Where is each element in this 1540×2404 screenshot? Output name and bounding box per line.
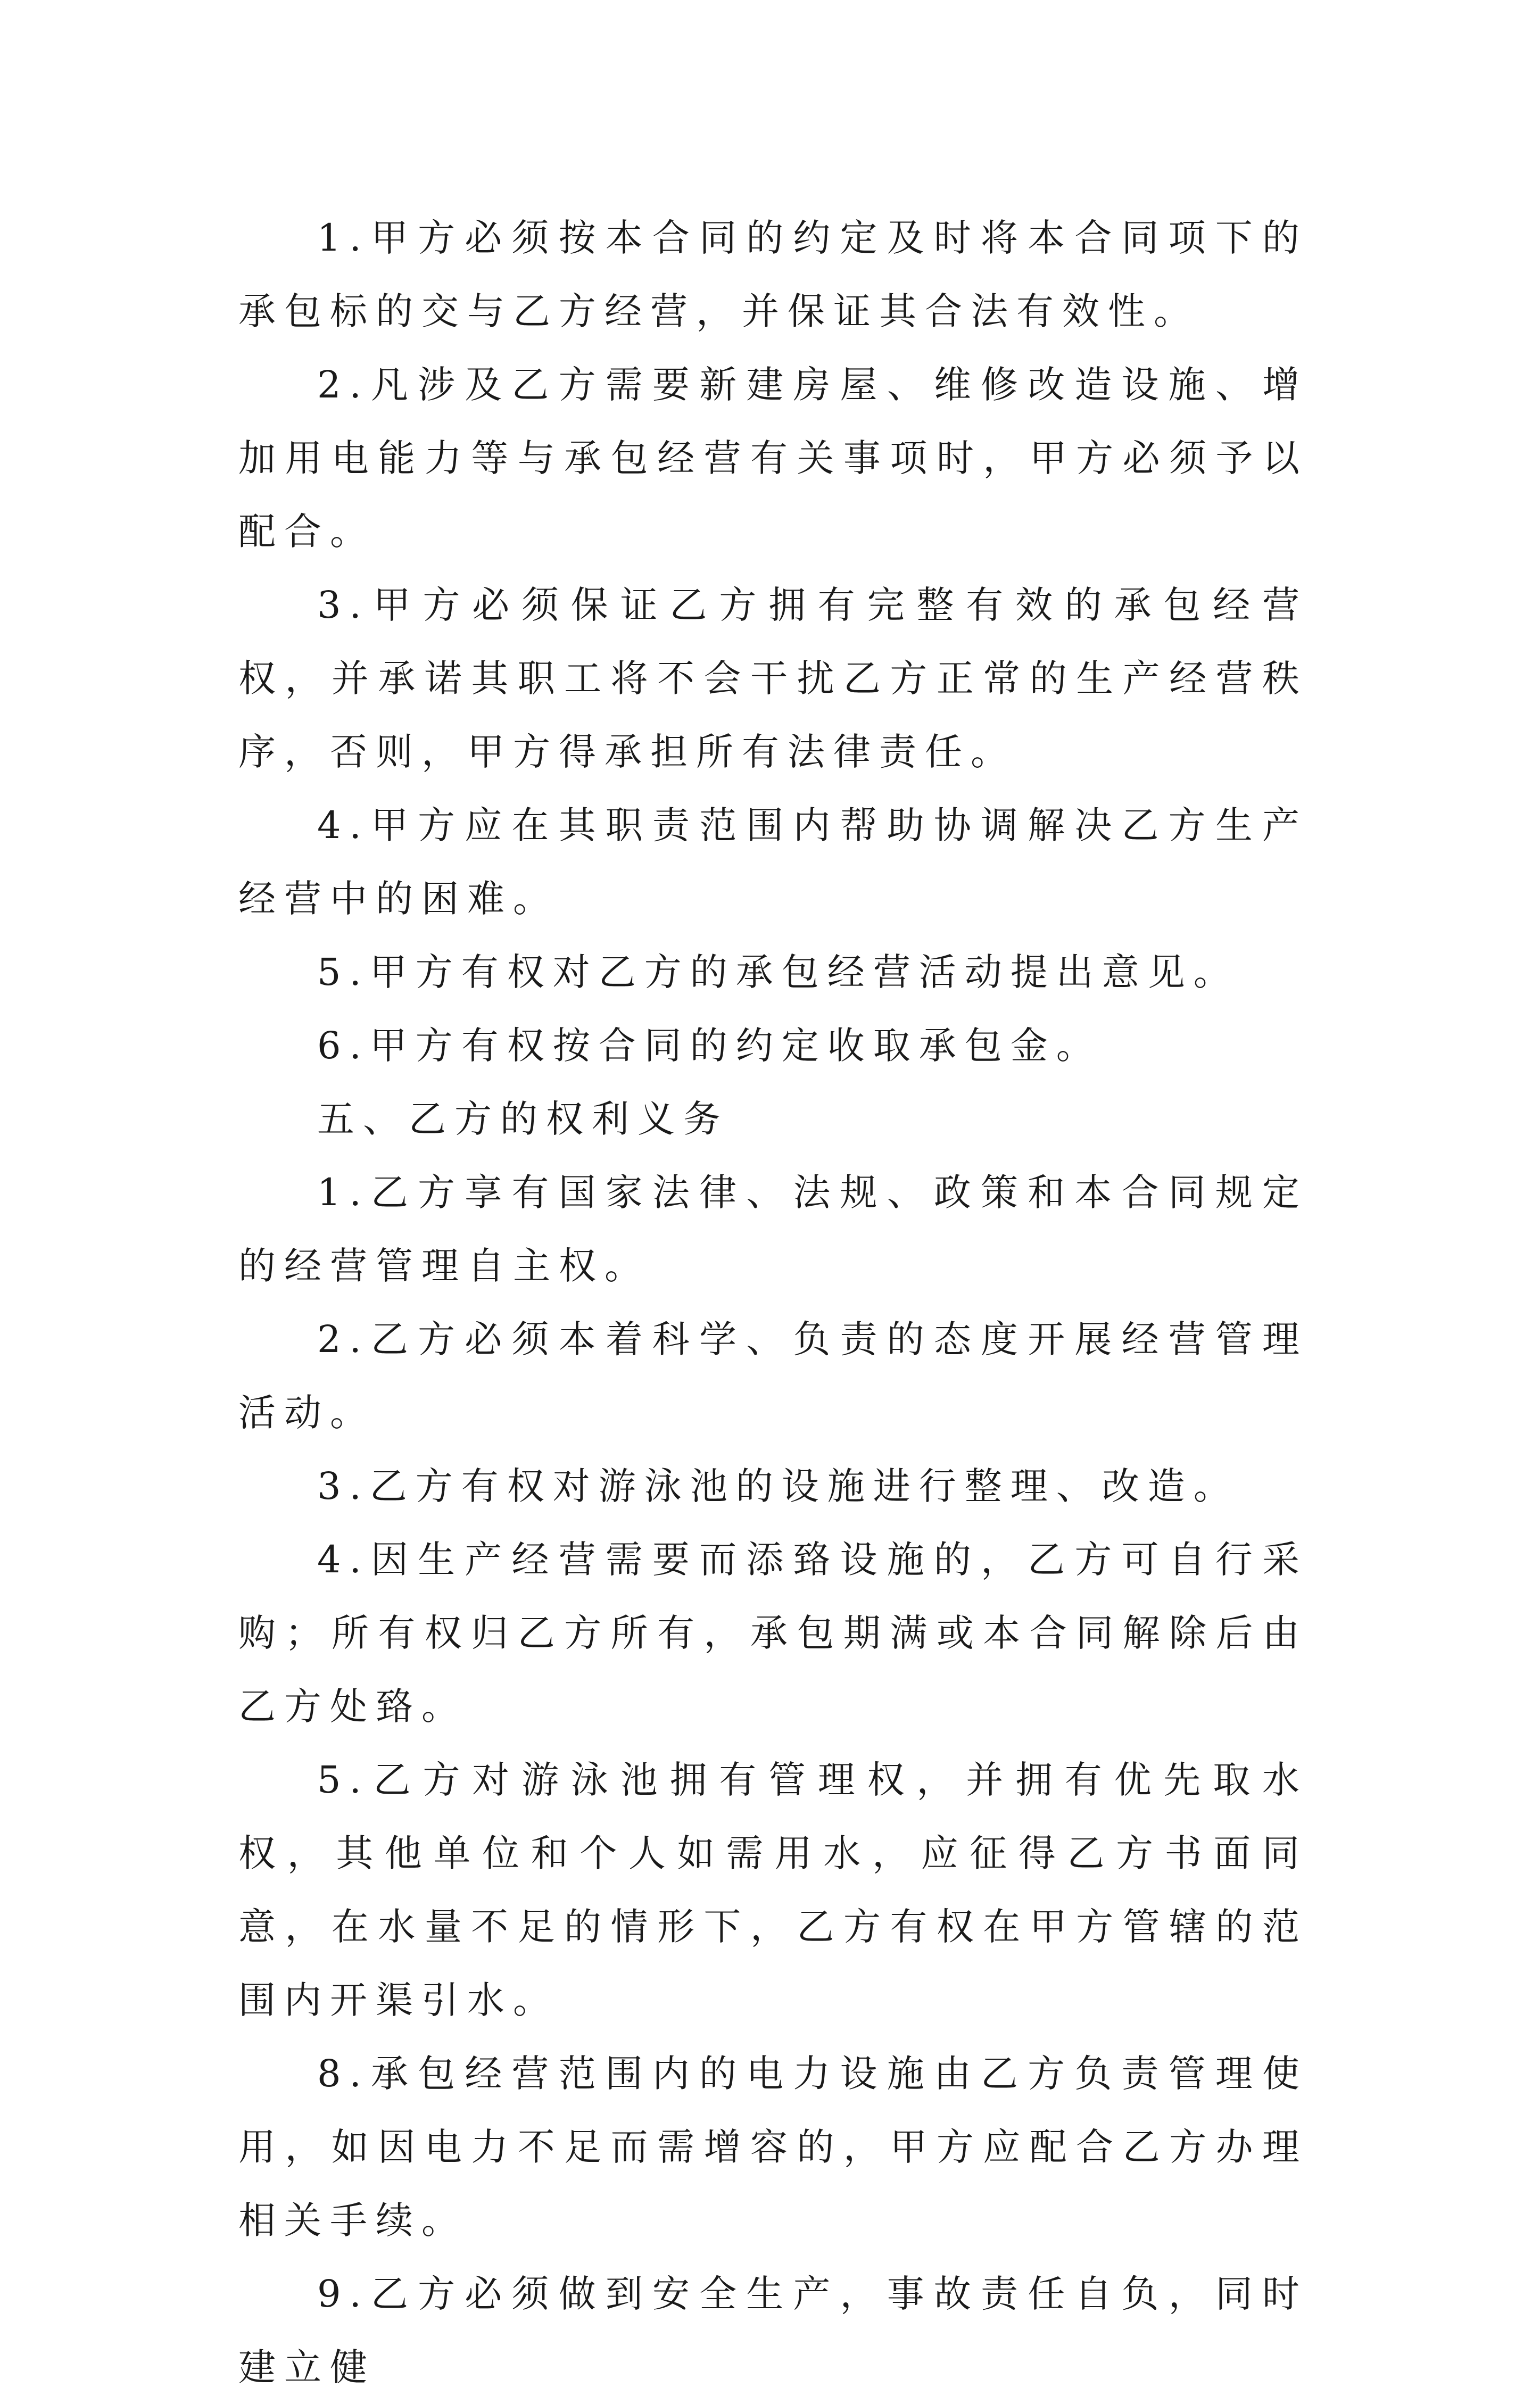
document-body	[238, 201, 1308, 2404]
paragraph: 5.甲方有权对乙方的承包经营活动提出意见。	[317, 950, 1239, 994]
paragraph: 5.乙方对游泳池拥有管理权，并拥有优先取水权，其他单位和个人如需用水，应征得乙方书面同意，在水量不足的情形下，乙方有权在甲方管辖的范围内开渠引水。	[238, 1758, 1308, 2022]
paragraph: 4.甲方应在其职责范围内帮助协调解决乙方生产经营中的困难。	[238, 803, 1308, 921]
paragraph: 1.甲方必须按本合同的约定及时将本合同项下的承包标的交与乙方经营，并保证其合法有效性。	[238, 216, 1308, 333]
paragraph: 3.乙方有权对游泳池的设施进行整理、改造。	[317, 1464, 1239, 1508]
section-heading: 五、乙方的权利义务	[317, 1097, 729, 1141]
paragraph: 4.因生产经营需要而添臵设施的，乙方可自行采购；所有权归乙方所有，承包期满或本合同解除后由乙方处臵。	[238, 1538, 1308, 1728]
paragraph: 1.乙方享有国家法律、法规、政策和本合同规定的经营管理自主权。	[238, 1171, 1308, 1288]
paragraph: 9.乙方必须做到安全生产，事故责任自负，同时建立健	[238, 2272, 1308, 2389]
paragraph: 3.甲方必须保证乙方拥有完整有效的承包经营权，并承诺其职工将不会干扰乙方正常的生产经营秩序，否则，甲方得承担所有法律责任。	[238, 583, 1308, 774]
paragraph: 8.承包经营范围内的电力设施由乙方负责管理使用，如因电力不足而需增容的，甲方应配合乙方办理相关手续。	[238, 2052, 1308, 2242]
paragraph: 2.乙方必须本着科学、负责的态度开展经营管理活动。	[238, 1317, 1308, 1435]
paragraph: 2.凡涉及乙方需要新建房屋、维修改造设施、增加用电能力等与承包经营有关事项时，甲方必须予以配合。	[238, 363, 1308, 553]
paragraph: 6.甲方有权按合同的约定收取承包金。	[317, 1024, 1102, 1067]
